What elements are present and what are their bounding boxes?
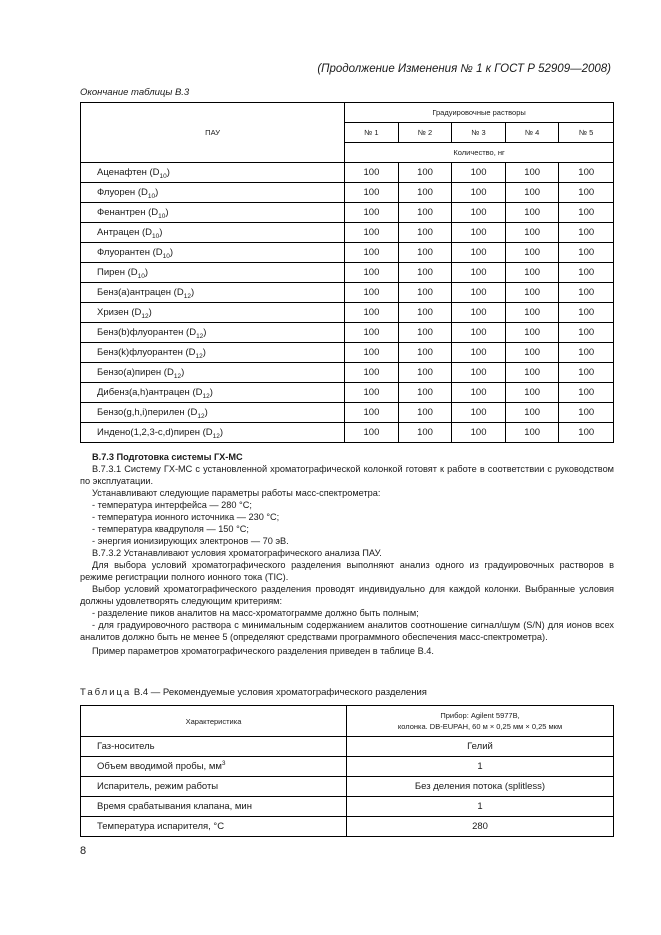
page-number: 8 xyxy=(80,845,87,857)
amount-cell: 100 xyxy=(345,283,399,303)
document-header: (Продолжение Изменения № 1 к ГОСТ Р 52909—2008) xyxy=(317,63,611,75)
pau-name-cell: Хризен $(D_{12})$ xyxy=(81,303,345,323)
characteristic-name: Температура испарителя, °С xyxy=(97,821,225,832)
isotope-subscript: 12 xyxy=(212,432,220,440)
pau-name: Бензо(а)пирен (D xyxy=(97,367,174,378)
caption-rest: В.4 — Рекомендуемые условия хроматографического разделения xyxy=(133,687,427,698)
amount-cell: 100 xyxy=(452,283,506,303)
col-pau-header: ПАУ xyxy=(81,103,345,163)
amount-cell: 100 xyxy=(505,363,559,383)
table-row xyxy=(81,343,614,363)
device-header xyxy=(347,706,614,737)
table-row xyxy=(81,757,614,777)
amount-cell: 100 xyxy=(398,283,452,303)
value-cell: Гелий xyxy=(347,737,614,757)
isotope-subscript: 12 xyxy=(173,372,182,380)
amount-cell: 100 xyxy=(505,403,559,423)
amount-cell: 100 xyxy=(505,243,559,263)
amount-cell: 100 xyxy=(345,243,399,263)
amount-cell: 100 xyxy=(452,263,506,283)
paragraph: Для выбора условий хроматографического разделения выполняют анализ одного из градуировочных растворов в режиме регистрации полного ионного тока (TIC). xyxy=(80,560,614,582)
pau-name: Бензо(g,h,i)перилен (D xyxy=(97,407,198,418)
amount-cell: 100 xyxy=(505,423,559,443)
amount-cell: 100 xyxy=(452,423,506,443)
amount-cell: 100 xyxy=(505,263,559,283)
pau-name-cell: Бенз(а)антрацен $(D_{12})$ xyxy=(81,283,345,303)
pau-name: Пирен (D xyxy=(97,267,138,278)
table-b3-caption: Окончание таблицы В.3 xyxy=(80,87,190,98)
unit-superscript: 3 xyxy=(221,759,226,767)
table-row xyxy=(81,283,614,303)
solution-header: № 1 xyxy=(345,123,399,143)
pau-name: Бенз(k)флуорантен (D xyxy=(97,347,196,358)
amount-cell: 100 xyxy=(452,303,506,323)
amount-cell: 100 xyxy=(505,223,559,243)
isotope-subscript: 10 xyxy=(159,172,167,180)
table-row xyxy=(81,797,614,817)
amount-cell: 100 xyxy=(345,403,399,423)
param-item: - энергия ионизирующих электронов — 70 эВ. xyxy=(92,536,289,546)
value-cell: 1 xyxy=(347,757,614,777)
amount-cell: 100 xyxy=(559,163,614,183)
amount-cell: 100 xyxy=(452,403,506,423)
amount-cell: 100 xyxy=(345,343,399,363)
amount-cell: 100 xyxy=(398,183,452,203)
paragraph: В.7.3.1 Систему ГХ-МС с установленной хроматографической колонкой готовят к работе в соответствии с руководством по эксплуатации. xyxy=(80,464,614,486)
table-row xyxy=(81,223,614,243)
solution-header: № 2 xyxy=(398,123,452,143)
group-header: Градуировочные растворы xyxy=(345,103,614,123)
amount-cell: 100 xyxy=(559,363,614,383)
pau-name: Аценафтен (D xyxy=(97,167,160,178)
amount-cell: 100 xyxy=(452,383,506,403)
characteristic-cell xyxy=(81,817,347,837)
amount-cell: 100 xyxy=(505,343,559,363)
amount-cell: 100 xyxy=(398,363,452,383)
paragraph: Пример параметров хроматографического разделения приведен в таблице В.4. xyxy=(92,646,434,656)
amount-cell: 100 xyxy=(559,323,614,343)
amount-cell: 100 xyxy=(398,223,452,243)
amount-cell: 100 xyxy=(398,263,452,283)
table-row xyxy=(81,263,614,283)
amount-cell: 100 xyxy=(505,323,559,343)
param-item: - температура интерфейса — 280 °С; xyxy=(92,500,252,510)
amount-cell: 100 xyxy=(505,303,559,323)
isotope-subscript: 12 xyxy=(141,312,149,320)
characteristic-name: Испаритель, режим работы xyxy=(97,781,219,792)
param-item: - температура квадруполя — 150 °С; xyxy=(92,524,249,534)
amount-cell: 100 xyxy=(398,203,452,223)
amount-cell: 100 xyxy=(452,163,506,183)
amount-cell: 100 xyxy=(559,203,614,223)
pau-name-cell: Флуорен $(D_{10})$ xyxy=(81,183,345,203)
amount-cell: 100 xyxy=(345,363,399,383)
amount-cell: 100 xyxy=(505,383,559,403)
amount-cell: 100 xyxy=(345,263,399,283)
characteristic-name: Газ-носитель xyxy=(97,741,155,752)
amount-cell: 100 xyxy=(452,183,506,203)
value-cell: Без деления потока (splitless) xyxy=(347,777,614,797)
pau-name-cell: Индено(1,2,3-c,d)пирен $(D_{12})$ xyxy=(81,423,345,443)
amount-cell: 100 xyxy=(398,403,452,423)
section-heading: В.7.3 Подготовка системы ГХ-МС xyxy=(92,452,243,462)
pau-name-cell: Антрацен $(D_{10})$ xyxy=(81,223,345,243)
solution-header: № 4 xyxy=(505,123,559,143)
isotope-subscript: 10 xyxy=(137,272,145,280)
table-b4-caption xyxy=(80,687,427,698)
col-char-header: Характеристика xyxy=(81,706,347,737)
amount-cell: 100 xyxy=(345,183,399,203)
amount-cell: 100 xyxy=(452,323,506,343)
amount-cell: 100 xyxy=(398,423,452,443)
pau-name: Флуорен (D xyxy=(97,187,148,198)
isotope-subscript: 12 xyxy=(195,352,203,360)
characteristic-name: Время срабатывания клапана, мин xyxy=(97,801,252,812)
amount-cell: 100 xyxy=(345,223,399,243)
caption-prefix: Таблица xyxy=(80,687,132,698)
pau-name: Хризен (D xyxy=(97,307,142,318)
device-line: колонка. DB-EUPAH, 60 м × 0,25 мм × 0,25 мкм xyxy=(397,722,563,731)
pau-name-cell: Бенз(b)флуорантен $(D_{12})$ xyxy=(81,323,345,343)
pau-name-cell: Бензо(g,h,i)перилен $(D_{12})$ xyxy=(81,403,345,423)
table-row xyxy=(81,817,614,837)
amount-cell: 100 xyxy=(559,263,614,283)
table-row xyxy=(81,737,614,757)
amount-cell: 100 xyxy=(452,243,506,263)
amount-cell: 100 xyxy=(345,323,399,343)
param-item: - температура ионного источника — 230 °С; xyxy=(92,512,280,522)
table-b3-body xyxy=(81,163,614,443)
table-row xyxy=(81,777,614,797)
characteristic-name: Объем вводимой пробы, мм xyxy=(97,761,222,772)
device-line: Прибор: Agilent 5977B, xyxy=(440,711,520,720)
table-row xyxy=(81,323,614,343)
pau-name-cell: Аценафтен $(D_{10})$ xyxy=(81,163,345,183)
value-cell: 1 xyxy=(347,797,614,817)
amount-cell: 100 xyxy=(559,283,614,303)
amount-cell: 100 xyxy=(452,343,506,363)
amount-cell: 100 xyxy=(559,183,614,203)
value-cell: 280 xyxy=(347,817,614,837)
amount-cell: 100 xyxy=(505,183,559,203)
characteristic-cell xyxy=(81,777,347,797)
amount-cell: 100 xyxy=(559,403,614,423)
amount-cell: 100 xyxy=(345,303,399,323)
section-text xyxy=(80,451,614,657)
amount-cell: 100 xyxy=(452,203,506,223)
table-b4-body xyxy=(81,737,614,837)
pau-name-cell: Дибенз(a,h)антрацен $(D_{12})$ xyxy=(81,383,345,403)
table-row xyxy=(81,203,614,223)
amount-cell: 100 xyxy=(505,163,559,183)
table-row xyxy=(81,403,614,423)
characteristic-cell xyxy=(81,797,347,817)
table-row xyxy=(81,163,614,183)
isotope-subscript: 12 xyxy=(183,292,191,300)
pau-name-cell: Флуорантен $(D_{10})$ xyxy=(81,243,345,263)
pau-name: Бенз(а)антрацен (D xyxy=(97,287,184,298)
solution-header: № 3 xyxy=(452,123,506,143)
isotope-subscript: 12 xyxy=(202,392,210,400)
amount-cell: 100 xyxy=(398,303,452,323)
amount-cell: 100 xyxy=(345,423,399,443)
table-row xyxy=(81,383,614,403)
paragraph: Выбор условий хроматографического разделения проводят индивидуально для каждой колонки. Выбранные условия должны удовлетворять следующим критериям: xyxy=(80,584,614,606)
table-b4 xyxy=(80,705,614,837)
pau-name: Бенз(b)флуорантен (D xyxy=(97,327,197,338)
amount-cell: 100 xyxy=(398,383,452,403)
amount-cell: 100 xyxy=(505,203,559,223)
amount-cell: 100 xyxy=(345,383,399,403)
solution-header: № 5 xyxy=(559,123,614,143)
amount-cell: 100 xyxy=(398,343,452,363)
amount-cell: 100 xyxy=(559,343,614,363)
criteria-item: - для градуировочного раствора с минимальным содержанием аналитов соотношение сигнал/шум (S/N) для ионов всех аналитов должно быть не менее 5 (определяют средствами программного обеспечения масс-спектрометра). xyxy=(80,620,614,642)
criteria-item: - разделение пиков аналитов на масс-хроматограмме должно быть полным; xyxy=(92,608,419,618)
table-row xyxy=(81,183,614,203)
amount-cell: 100 xyxy=(398,323,452,343)
isotope-subscript: 10 xyxy=(162,252,170,260)
amount-cell: 100 xyxy=(559,423,614,443)
table-b3 xyxy=(80,102,614,443)
amount-cell: 100 xyxy=(559,243,614,263)
amount-cell: 100 xyxy=(452,363,506,383)
pau-name: Фенантрен (D xyxy=(97,207,159,218)
amount-cell: 100 xyxy=(559,303,614,323)
amount-cell: 100 xyxy=(452,223,506,243)
paragraph: Устанавливают следующие параметры работы масс-спектрометра: xyxy=(92,488,381,498)
unit-header: Количество, нг xyxy=(345,143,614,163)
amount-cell: 100 xyxy=(505,283,559,303)
isotope-subscript: 10 xyxy=(147,192,156,200)
pau-name-cell: Пирен $(D_{10})$ xyxy=(81,263,345,283)
pau-name: Антрацен (D xyxy=(97,227,153,238)
characteristic-cell xyxy=(81,757,347,777)
paragraph: В.7.3.2 Устанавливают условия хроматографического анализа ПАУ. xyxy=(92,548,382,558)
table-row xyxy=(81,243,614,263)
table-row xyxy=(81,423,614,443)
characteristic-cell xyxy=(81,737,347,757)
pau-name-cell: Бензо(а)пирен $(D_{12})$ xyxy=(81,363,345,383)
amount-cell: 100 xyxy=(559,223,614,243)
pau-name: Флуорантен (D xyxy=(97,247,163,258)
amount-cell: 100 xyxy=(559,383,614,403)
amount-cell: 100 xyxy=(345,203,399,223)
amount-cell: 100 xyxy=(398,163,452,183)
isotope-subscript: 10 xyxy=(158,212,166,220)
pau-name-cell: Фенантрен $(D_{10})$ xyxy=(81,203,345,223)
pau-name: Индено(1,2,3-c,d)пирен (D xyxy=(97,427,213,438)
isotope-subscript: 10 xyxy=(152,232,160,240)
table-row xyxy=(81,363,614,383)
isotope-subscript: 12 xyxy=(197,412,205,420)
pau-name: Дибенз(a,h)антрацен (D xyxy=(97,387,203,398)
amount-cell: 100 xyxy=(398,243,452,263)
amount-cell: 100 xyxy=(345,163,399,183)
table-row xyxy=(81,303,614,323)
isotope-subscript: 12 xyxy=(196,332,204,340)
pau-name-cell: Бенз(k)флуорантен $(D_{12})$ xyxy=(81,343,345,363)
